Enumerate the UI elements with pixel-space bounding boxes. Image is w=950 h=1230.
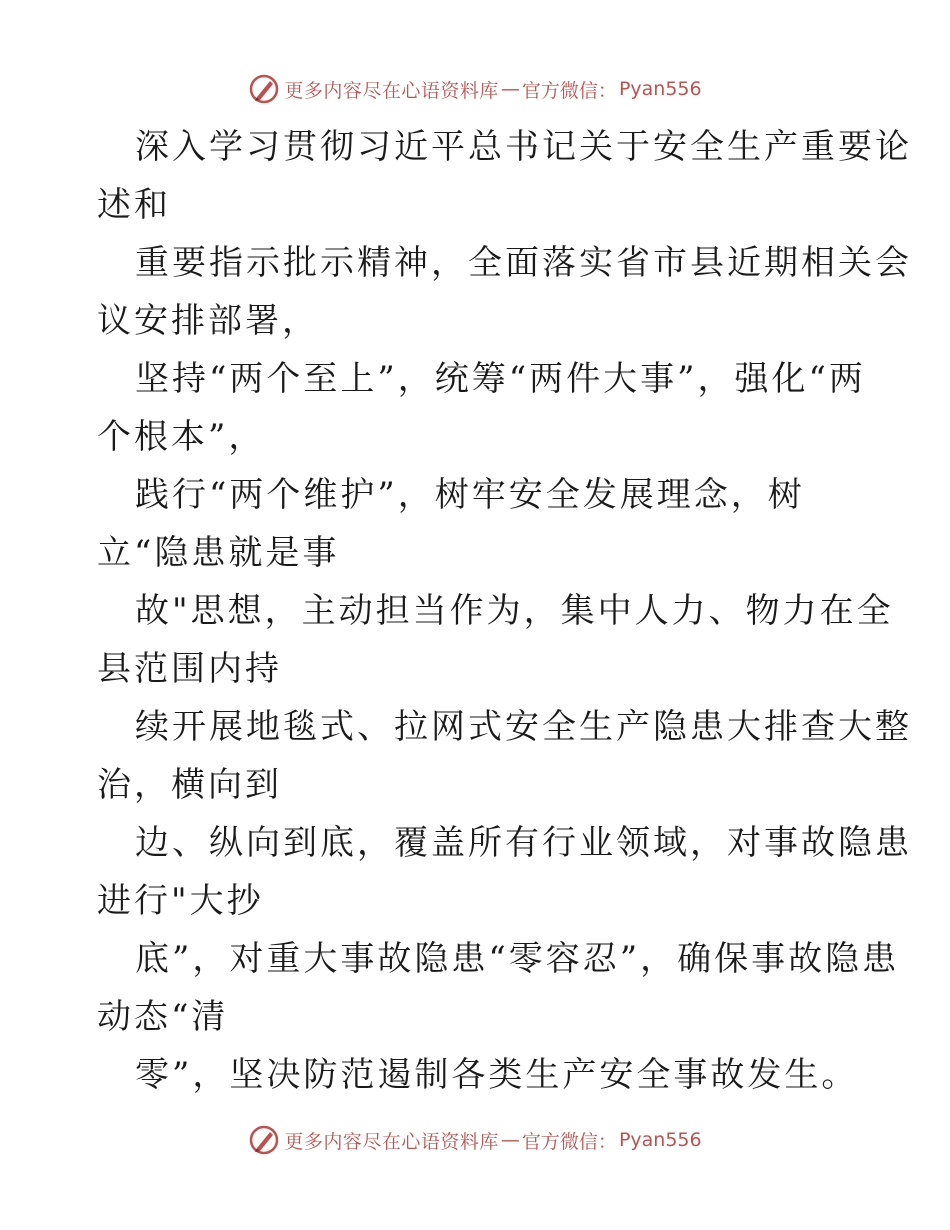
paragraph-line: 进行"大抄 <box>97 881 264 921</box>
paragraph-3 <box>97 350 867 466</box>
paragraph-2 <box>97 234 912 350</box>
footer-watermark <box>0 1123 950 1157</box>
paragraph-6 <box>97 698 912 814</box>
watermark-separator: — <box>500 1129 520 1151</box>
paragraph-line: 底”，对重大事故隐患“零容忍”，确保事故隐患 <box>135 939 900 979</box>
paragraph-line: 践行“两个维护”，树牢安全发展理念，树 <box>135 475 805 515</box>
watermark-text: 更多内容尽在心语资料库 <box>284 1130 499 1153</box>
paragraph-line: 县范围内持 <box>97 649 282 689</box>
paragraph-1 <box>97 118 912 234</box>
pen-logo-icon <box>248 1124 280 1156</box>
paragraph-line: 立“隐患就是事 <box>97 533 340 573</box>
paragraph-line: 述和 <box>97 185 171 225</box>
watermark-label: 官方微信： <box>521 1130 617 1153</box>
paragraph-line: 治，横向到 <box>97 765 282 805</box>
watermark-separator: — <box>500 78 520 100</box>
watermark-text: 更多内容尽在心语资料库 <box>284 79 499 102</box>
paragraph-line: 重要指示批示精神，全面落实省市县近期相关会 <box>135 243 912 283</box>
paragraph-9 <box>97 1046 867 1104</box>
paragraph-line: 续开展地毯式、拉网式安全生产隐患大排查大整 <box>135 707 912 747</box>
watermark-id: Pyan556 <box>618 78 702 100</box>
paragraph-line: 边、纵向到底，覆盖所有行业领域，对事故隐患 <box>135 823 912 863</box>
paragraph-line: 个根本”， <box>97 417 266 457</box>
paragraph-line: 议安排部署， <box>97 301 319 341</box>
paragraph-line: 动态“清 <box>97 997 229 1037</box>
paragraph-line: 坚持“两个至上”，统筹“两件大事”，强化“两 <box>135 359 866 399</box>
paragraph-5 <box>97 582 894 698</box>
pen-logo-icon <box>248 73 280 105</box>
document-body <box>97 118 912 1104</box>
header-watermark <box>0 72 950 106</box>
paragraph-line: 零”，坚决防范遏制各类生产安全事故发生。 <box>135 1055 859 1095</box>
paragraph-8 <box>97 930 900 1046</box>
paragraph-4 <box>97 466 867 582</box>
watermark-label: 官方微信： <box>521 79 617 102</box>
paragraph-line: 故"思想，主动担当作为，集中人力、物力在全 <box>135 591 894 631</box>
watermark-id: Pyan556 <box>618 1129 702 1151</box>
paragraph-line: 深入学习贯彻习近平总书记关于安全生产重要论 <box>135 127 912 167</box>
paragraph-7 <box>97 814 912 930</box>
